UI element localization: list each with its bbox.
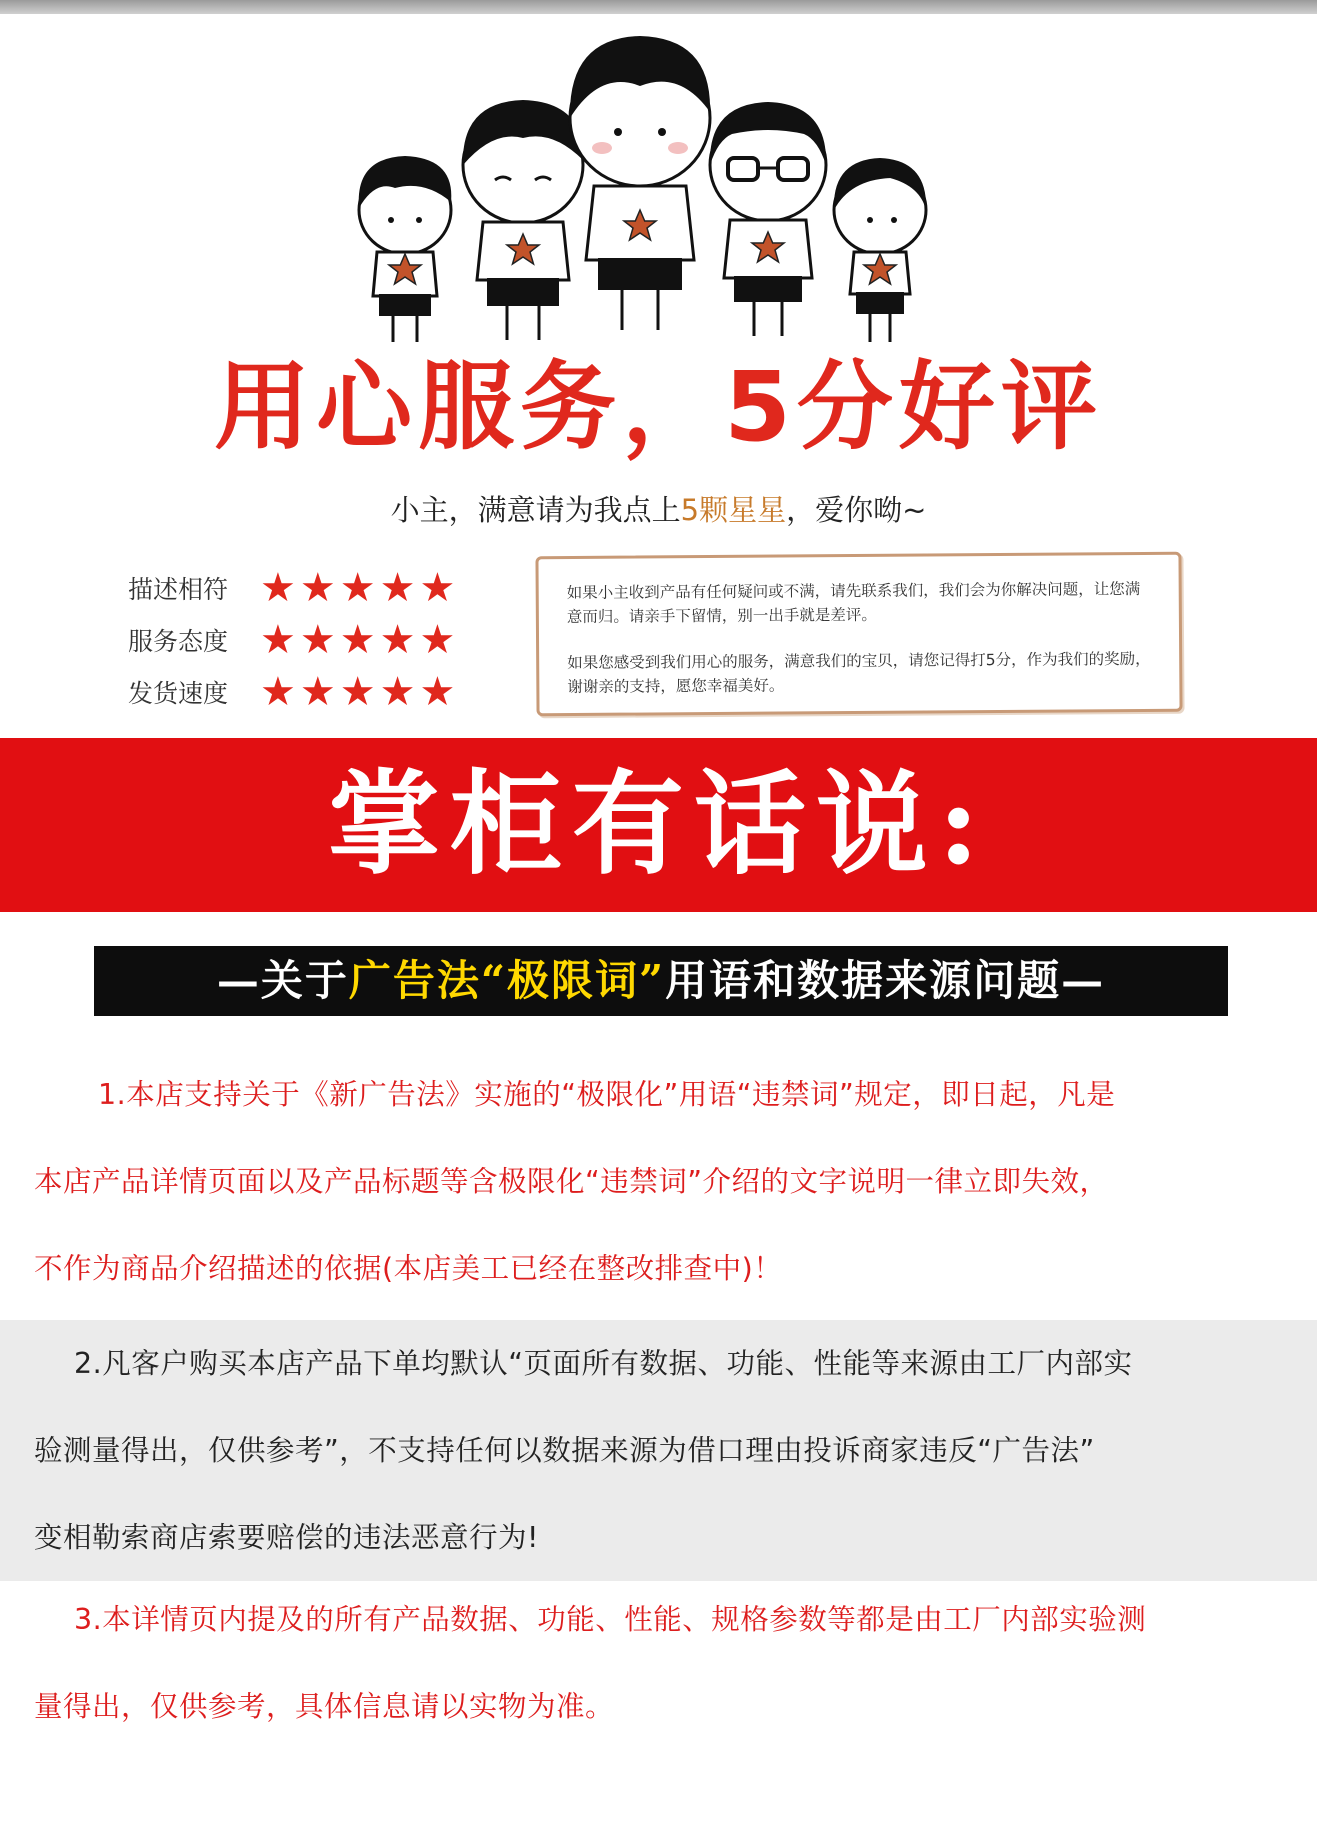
- red-banner: [0, 738, 1317, 912]
- headline: 用心服务，5分好评: [214, 351, 1103, 463]
- clause-line: 不作为商品介绍描述的依据(本店美工已经在整改排查中)！: [34, 1252, 783, 1285]
- rating-row: [128, 666, 508, 718]
- note-paragraph-1: 如果小主收到产品有任何疑问或不满，请先联系我们，我们会为你解决问题，让您满意而归。请亲手下留情，别一出手就是差评。: [566, 580, 1141, 627]
- clause-line: 验测量得出，仅供参考”，不支持任何以数据来源为借口理由投诉商家违反“广告法”: [34, 1434, 1095, 1467]
- clause-line: 1.本店支持关于《新广告法》实施的“极限化”用语“违禁词”规定，即日起，凡是: [98, 1078, 1116, 1111]
- subheading-bar: [94, 946, 1228, 1016]
- clause-line: 量得出，仅供参考，具体信息请以实物为准。: [34, 1690, 615, 1723]
- star-rating-icons: ★★★★★: [260, 565, 460, 611]
- subline-prefix: 小主，满意请为我点上: [390, 493, 681, 527]
- subline-suffix: ，爱你呦~: [786, 493, 927, 527]
- rating-list: [128, 562, 508, 718]
- rating-label: 发货速度: [128, 679, 229, 708]
- clause-3: [0, 1576, 1317, 1750]
- top-edge-strip: [0, 0, 1317, 14]
- star-rating-icons: ★★★★★: [260, 669, 460, 715]
- kid-2: [463, 100, 583, 340]
- rating-label: 服务态度: [128, 627, 229, 656]
- clause-line: 变相勒索商店索要赔偿的违法恶意行为!: [34, 1521, 539, 1554]
- kid-5: [834, 158, 926, 342]
- clause-line: 本店产品详情页面以及产品标题等含极限化“违禁词”介绍的文字说明一律立即失效，: [34, 1165, 1109, 1198]
- subheading: [94, 946, 1228, 1016]
- note-paragraph-2: 如果您感受到我们用心的服务，满意我们的宝贝，请您记得打5分，作为我们的奖励，谢谢亲的支持，愿您幸福美好。: [567, 649, 1151, 697]
- subheading-suffix: 用语和数据来源问题—: [665, 956, 1106, 1005]
- kid-4: [710, 102, 826, 336]
- clause-line: 2.凡客户购买本店产品下单均默认“页面所有数据、功能、性能等来源由工厂内部实: [74, 1347, 1133, 1380]
- subline: [0, 490, 1317, 530]
- subheading-highlight: 广告法“极限词”: [348, 956, 666, 1005]
- clause-1: [0, 1051, 1317, 1312]
- clause-line: 3.本详情页内提及的所有产品数据、功能、性能、规格参数等都是由工厂内部实验测: [74, 1603, 1147, 1636]
- kid-3: [570, 36, 710, 330]
- cartoon-kids-illustration: [0, 30, 1317, 360]
- subheading-prefix: —关于: [216, 956, 349, 1005]
- clause-2: [0, 1320, 1317, 1581]
- rating-row: [128, 614, 508, 666]
- subline-accent: 5颗星星: [680, 493, 787, 527]
- rating-row: [128, 562, 508, 614]
- star-rating-icons: ★★★★★: [260, 617, 460, 663]
- rating-label: 描述相符: [128, 575, 229, 604]
- kid-1: [359, 156, 452, 342]
- note-box: [535, 552, 1182, 717]
- banner-title: 掌柜有话说:: [327, 759, 990, 890]
